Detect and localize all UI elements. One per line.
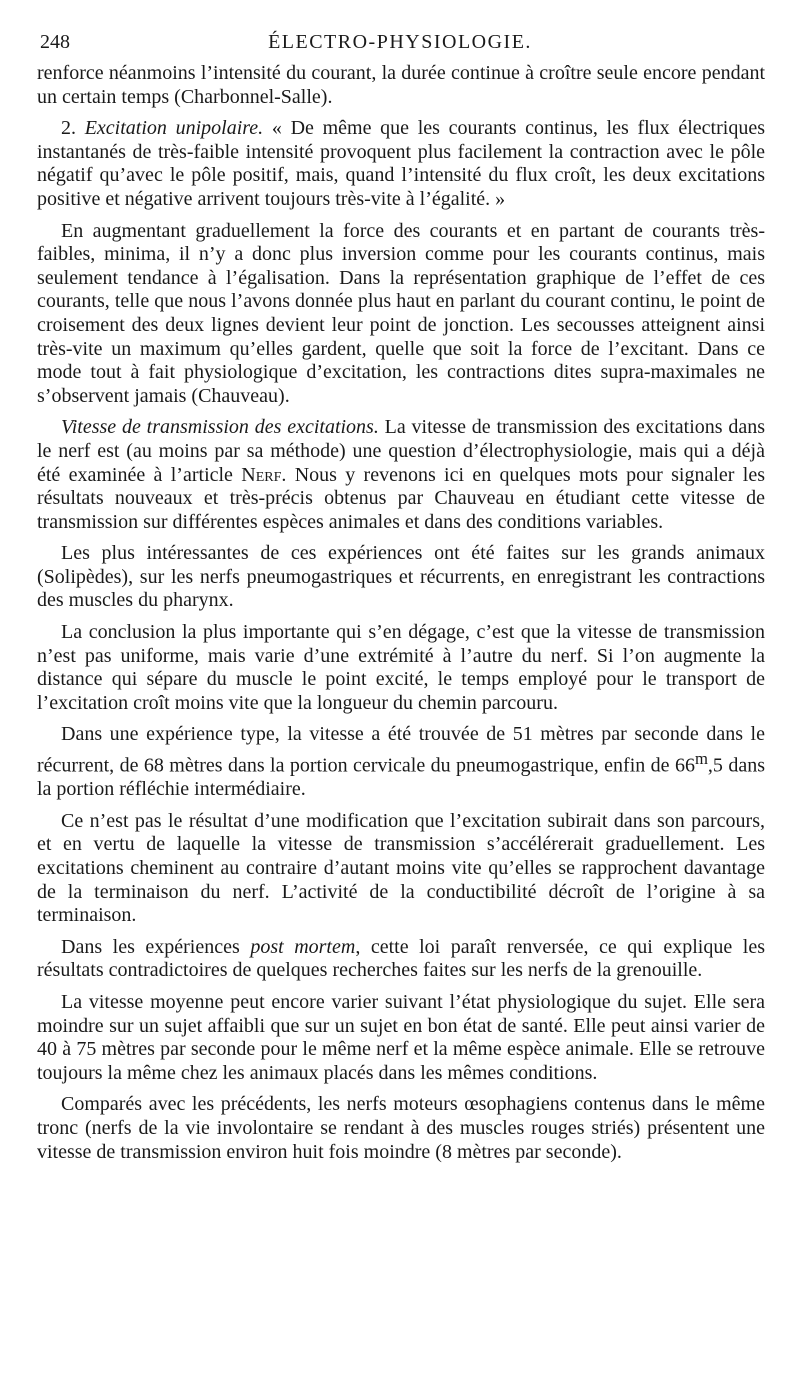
running-title: ÉLECTRO-PHYSIOLOGIE. [268,31,532,53]
page-header [40,30,760,54]
paragraph-post-mortem [37,936,765,983]
paragraph-vitesse-transmission [37,416,765,534]
unit-superscript: m [694,749,708,769]
paragraph-continuation: renforce néanmoins l’intensité du courant, la durée continue à croître seule encore pendant un certain temps (Charbonnel-Salle). [37,62,765,108]
paragraph-text: La vitesse de transmission des excitations dans le nerf est (au moins par sa méthode) une question d’électrophysiologie, mais qui a déjà été examinée à l’article [37,416,765,486]
paragraph-modification: Ce n’est pas le résultat d’une modification que l’excitation subirait dans son parcours, et en vertu de laquelle la vitesse de transmission s’accélérerait graduellement. Les excitations cheminent au contraire d’autant moins vite qu’elles se rapprochent davantage de la terminaison du nerf. L’activité de la conductibilité décroît de l’origine à sa terminaison. [37,809,765,927]
paragraph-experiences: Les plus intéressantes de ces expériences ont été faites sur les grands animaux (Solipèdes), sur les nerfs pneumogastriques et récurrents, en enregistrant les contractions des muscles du pharynx. [37,542,765,612]
paragraph-excitation-unipolaire [37,117,765,211]
paragraph-nerfs-oesophagiens: Comparés avec les précédents, les nerfs moteurs œsophagiens contenus dans le même tronc (nerfs de la vie involontaire se rendant à des muscles rouges striés) présentent une vitesse de transmission environ huit fois moindre (8 mètres par seconde). [37,1093,765,1163]
paragraph-experience-type [37,723,765,801]
paragraph-text: Dans une expérience type, la vitesse a été trouvée de 51 mètres par seconde dans le récurrent, de 68 mètres dans la portion cervicale du pneumogastrique, enfin de 66 [37,723,765,777]
body-text [37,62,765,1172]
paragraph-text: . Nous y revenons ici en quelques mots pour signaler les résultats nouveaux et très-précis obtenus par Chauveau en étudiant cette vitesse de transmission sur différentes espèces animales et dans des conditions variables. [37,463,765,533]
paragraph-text: , cette loi paraît renversée, ce qui explique les résultats contradictoires de quelques recherches faites sur les nerfs de la grenouille. [37,935,765,982]
section-heading-excitation-unipolaire: Excitation unipolaire. [84,117,264,140]
section-heading-vitesse: Vitesse de transmission des excitations. [61,416,379,439]
paragraph-augmentant: En augmentant graduellement la force des courants et en partant de courants très-faibles, minima, il n’y a donc plus inversion comme pour les courants continus, mais seulement tendance à l’égalisation. Dans la représentation graphique de l’effet de ces courants, telle que nous l’avons donnée plus haut en parlant du courant continu, le point de croisement des deux lignes devient leur point de jonction. Les secousses atteignent ainsi très-vite un maximum qu’elles gardent, quelle que soit la force de l’excitant. Dans ce mode tout à fait physiologique d’excitation, les contractions dites supra-maximales ne s’observent jamais (Chauveau). [37,219,765,407]
page-number: 248 [40,31,70,53]
paragraph-text: ,5 dans la portion réfléchie intermédiaire. [37,754,765,801]
paragraph-conclusion: La conclusion la plus importante qui s’en dégage, c’est que la vitesse de transmission n’est pas uniforme, mais varie d’une extrémité à l’autre du nerf. Si l’on augmente la distance qui sépare du muscle le point excité, le temps employé pour le transport de l’excitation croît moins vite que la longueur du chemin parcouru. [37,621,765,714]
paragraph-text: Dans les expériences [61,935,251,958]
emphasis-post-mortem: post mortem [250,935,356,958]
cross-reference-nerf: Nerf [241,463,282,486]
section-number: 2. [61,117,76,140]
paragraph-text: « De même que les courants continus, les flux électriques instantanés de très-faible intensité provoquent plus facilement la contraction avec le pôle négatif qu’avec le pôle positif, mais, quand l’intensité du flux croît, les deux excitations positive et négative arrivent toujours très-vite à l’égalité. » [37,117,765,210]
paragraph-vitesse-moyenne: La vitesse moyenne peut encore varier suivant l’état physiologique du sujet. Elle sera moindre sur un sujet affaibli que sur un sujet en bon état de santé. Elle peut ainsi varier de 40 à 75 mètres par seconde pour le même nerf et la même espèce animale. Elle se retrouve toujours la même chez les animaux placés dans les mêmes conditions. [37,991,765,1084]
